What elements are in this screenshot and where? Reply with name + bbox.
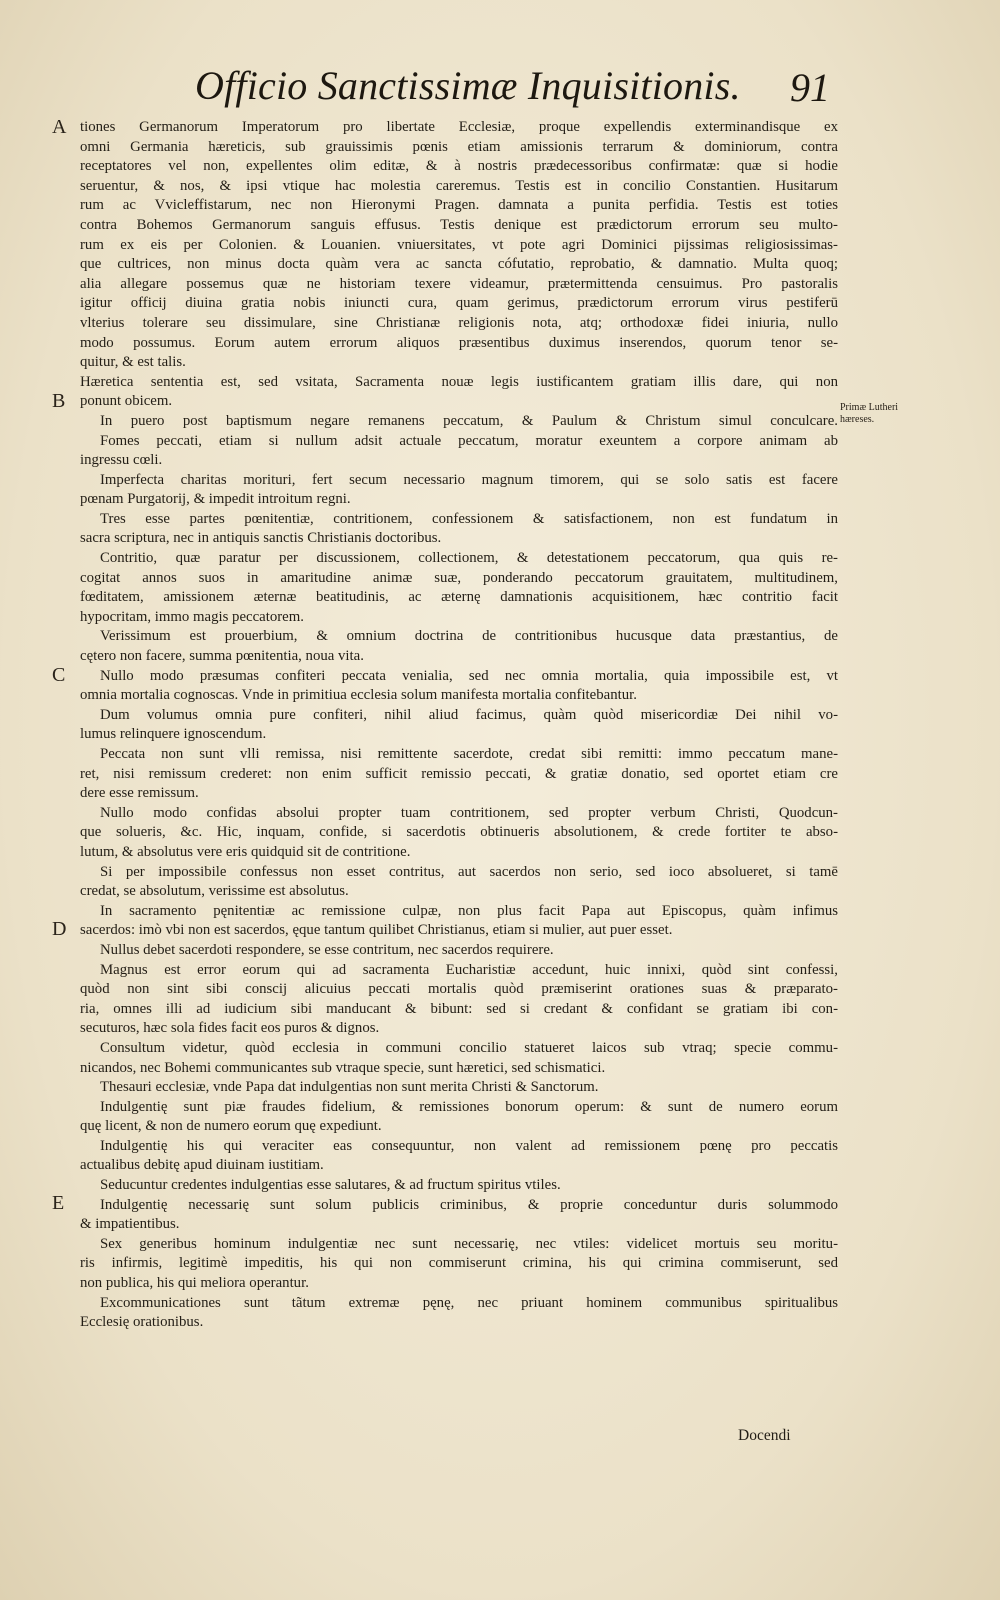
body-text [80, 118, 838, 1333]
text-line: & impatientibus. [80, 1216, 180, 1233]
text-line: cętero non facere, summa pœnitentia, noua vita. [80, 648, 364, 665]
text-line: Indulgentię his qui veraciter eas consequuntur, non valent ad remissionem pœnę pro peccatis [100, 1137, 838, 1154]
text-line: quę licent, & non de numero eorum quę expediunt. [80, 1118, 382, 1135]
text-line: ris infirmis, legitimè impeditis, his qui non commiserunt crimina, his qui crimina commiserunt, sed [80, 1255, 838, 1272]
text-line: omni Germania hæreticis, sub grauissimis pœnis etiam amissionis terrarum & dominiorum, contra [80, 138, 838, 155]
text-line: dere esse remissum. [80, 785, 199, 802]
text-line: Nullus debet sacerdoti respondere, se esse contritum, nec sacerdos requirere. [100, 941, 554, 958]
text-line: vlterius tolerare seu dissimulare, sine Christianæ religionis nota, atq; orthodoxæ fidei iniuria, nullo [80, 314, 838, 331]
text-line: hypocritam, immo magis peccatorem. [80, 608, 304, 625]
text-line: seruentur, & nos, & ipsi vtique hac molestia careremus. Testis est in concilio Constantien. Husitarum [80, 177, 838, 194]
text-line: ponunt obicem. [80, 393, 173, 410]
text-line: igitur officij diuina gratia nobis iniuncti cura, quam gerimus, prædictorum errorum virus pestiferū [80, 295, 838, 312]
text-line: quitur, & est talis. [80, 354, 186, 371]
text-line: Verissimum est prouerbium, & omnium doctrina de contritionibus hucusque data præstantius, de [100, 628, 838, 645]
text-line: Excommunicationes sunt tãtum extremæ pęnę, nec priuant hominem communibus spiritualibus [100, 1294, 838, 1311]
marginal-note [840, 402, 898, 426]
text-line: Dum volumus omnia pure confiteri, nihil aliud facimus, quàm quòd misericordiæ Dei nihil vo- [100, 706, 838, 723]
text-line: sacerdos: imò vbi non est sacerdos, ęque tantum quilibet Christianus, etiam si mulier, aut puer esset. [80, 922, 673, 939]
text-line: Tres esse partes pœnitentiæ, contritionem, confessionem & satisfactionem, non est fundatum in [100, 510, 838, 527]
text-line: Peccata non sunt vlli remissa, nisi remittente sacerdote, credat sibi remitti: immo peccatum mane- [100, 746, 838, 762]
text-line: Si per impossibile confessus non esset contritus, aut sacerdos non serio, sed ioco absolueret, si tamē [100, 863, 838, 880]
text-line: lumus relinquere ignoscendum. [80, 726, 267, 743]
text-line: alia allegare possemus quæ ne historiam texere videamur, prætermittenda censuimus. Pro pastoralis [80, 275, 838, 292]
text-line: Imperfecta charitas morituri, fert secum necessario magnum timorem, qui se solo satis est facere [100, 471, 838, 488]
running-head: Officio Sanctissimæ Inquisitionis. [195, 63, 741, 108]
text-line: Hæretica sententia est, sed vsitata, Sacramenta nouæ legis iustificantem gratiam illis dare, qui non [80, 373, 838, 390]
section-marker-d: D [52, 918, 67, 940]
marginal-note-line: hæreses. [840, 414, 875, 425]
text-line: fœditatem, amissionem æternæ beatitudinis, ac æternę damnationis acquisitionem, hæc contritio facit [80, 589, 838, 606]
text-line: Indulgentię sunt piæ fraudes fidelium, & remissiones bonorum operum: & sunt de numero eorum [100, 1098, 838, 1115]
text-line: cogitat annos suos in amaritudine animæ suæ, ponderando peccatorum grauitatem, multitudinem, [80, 569, 838, 586]
text-line: modo possumus. Eorum autem errorum aliquos præsentibus duximus inserendos, quorum tenor se- [80, 334, 838, 351]
section-marker-a: A [52, 116, 67, 138]
marginal-note-line: Primæ Lutheri [840, 402, 899, 413]
text-line: ria, omnes illi ad iudicium sibi manducant & bibunt: sed si credant & confidant se gratiam ibi con- [80, 1000, 838, 1017]
text-line: receptatores vel non, expellentes olim editæ, & à nostris prædecessoribus confirmatæ: quæ si hodie [80, 158, 838, 175]
text-line: omnia mortalia cognoscas. Vnde in primitiua ecclesia solum manifesta mortalia confitebantur. [80, 687, 637, 704]
text-line: ret, nisi remissum crederet: non enim sufficit remissio peccati, & gratiæ donatio, sed oportet etiam cre [80, 765, 838, 782]
section-marker-b: B [52, 390, 66, 412]
text-line: non publica, his qui meliora operantur. [80, 1275, 309, 1292]
text-line: ingressu cœli. [80, 452, 163, 469]
text-line: lutum, & absolutus vere eris quidquid sit de contritione. [80, 843, 411, 860]
text-line: sacra scriptura, nec in antiquis sanctis Christianis doctoribus. [80, 530, 442, 547]
text-line: Fomes peccati, etiam si nullum adsit actuale peccatum, moratur exeuntem a corpore animam ab [100, 432, 838, 449]
text-line: que cultrices, non minus docta quàm vera ac sancta cófutatio, reprobatio, & damnatio. Multa quoq; [80, 256, 838, 273]
text-line: In sacramento pęnitentiæ ac remissione culpæ, non plus facit Papa aut Episcopus, quàm infimus [100, 902, 838, 919]
text-line: que solueris, &c. Hic, inquam, confide, si sacerdotis obtinueris absolutionem, & crede fortiter te abso- [80, 824, 838, 841]
text-line: Magnus est error eorum qui ad sacramenta Eucharistiæ accedunt, huic innixi, quòd sint confessi, [100, 961, 838, 978]
section-marker-c: C [52, 664, 66, 686]
text-line: quòd non sint sibi conscij alicuius peccati mortalis quòd præmiserint orationes suas & præparato- [80, 981, 838, 998]
text-line: rum ac Vvicleffistarum, nec non Hieronymi Pragen. damnata a punita perfidia. Testis est toties [80, 197, 838, 214]
text-line: credat, se absolutum, verissime est absolutus. [80, 883, 349, 900]
text-line: Thesauri ecclesiæ, vnde Papa dat indulgentias non sunt merita Christi & Sanctorum. [100, 1079, 599, 1096]
page-number: 91 [790, 65, 830, 110]
text-line: Consultum videtur, quòd ecclesia in communi concilio statueret laicos sub vtraq; specie commu- [100, 1039, 838, 1056]
text-line: nicandos, nec Bohemi communicantes sub vtraque specie, sunt hæretici, sed schismatici. [80, 1059, 606, 1076]
text-line: Contritio, quæ paratur per discussionem, collectionem, & detestationem peccatorum, qua quis re- [100, 550, 838, 567]
text-line: secuturos, hæc sola fides facit eos puros & dignos. [80, 1020, 380, 1037]
text-line: Seducuntur credentes indulgentias esse salutares, & ad fructum spiritus vtiles. [100, 1177, 561, 1194]
text-line: rum ex eis per Colonien. & Louanien. vniuersitates, vt pote agri Dominici pijssimas religiosissimas- [80, 236, 838, 253]
text-line: actualibus debitę apud diuinam iustitiam. [80, 1157, 324, 1174]
section-marker-e: E [52, 1192, 65, 1214]
text-line: pœnam Purgatorij, & impedit introitum regni. [80, 491, 351, 508]
text-line: In puero post baptismum negare remanens peccatum, & Paulum & Christum simul conculcare. [100, 412, 838, 429]
text-line: Ecclesię orationibus. [80, 1314, 204, 1331]
text-line: Indulgentię necessarię sunt solum publicis criminibus, & proprie conceduntur duris solummodo [100, 1196, 838, 1213]
text-line: tiones Germanorum Imperatorum pro libertate Ecclesiæ, proque expellendis exterminandisque ex [80, 119, 838, 135]
text-line: Nullo modo confidas absolui propter tuam contritionem, sed propter verbum Christi, Quodcun- [100, 804, 838, 821]
text-line: Nullo modo præsumas confiteri peccata venialia, sed nec omnia mortalia, quia impossibile est, vt [100, 667, 838, 684]
text-line: Sex generibus hominum indulgentiæ nec sunt necessarię, nec vtiles: videlicet mortuis seu moritu- [100, 1235, 838, 1252]
catchword: Docendi [738, 1427, 791, 1444]
text-line: contra Bohemos Germanorum sanguis effusus. Testis denique est prædictorum errorum seu multo- [80, 216, 838, 233]
